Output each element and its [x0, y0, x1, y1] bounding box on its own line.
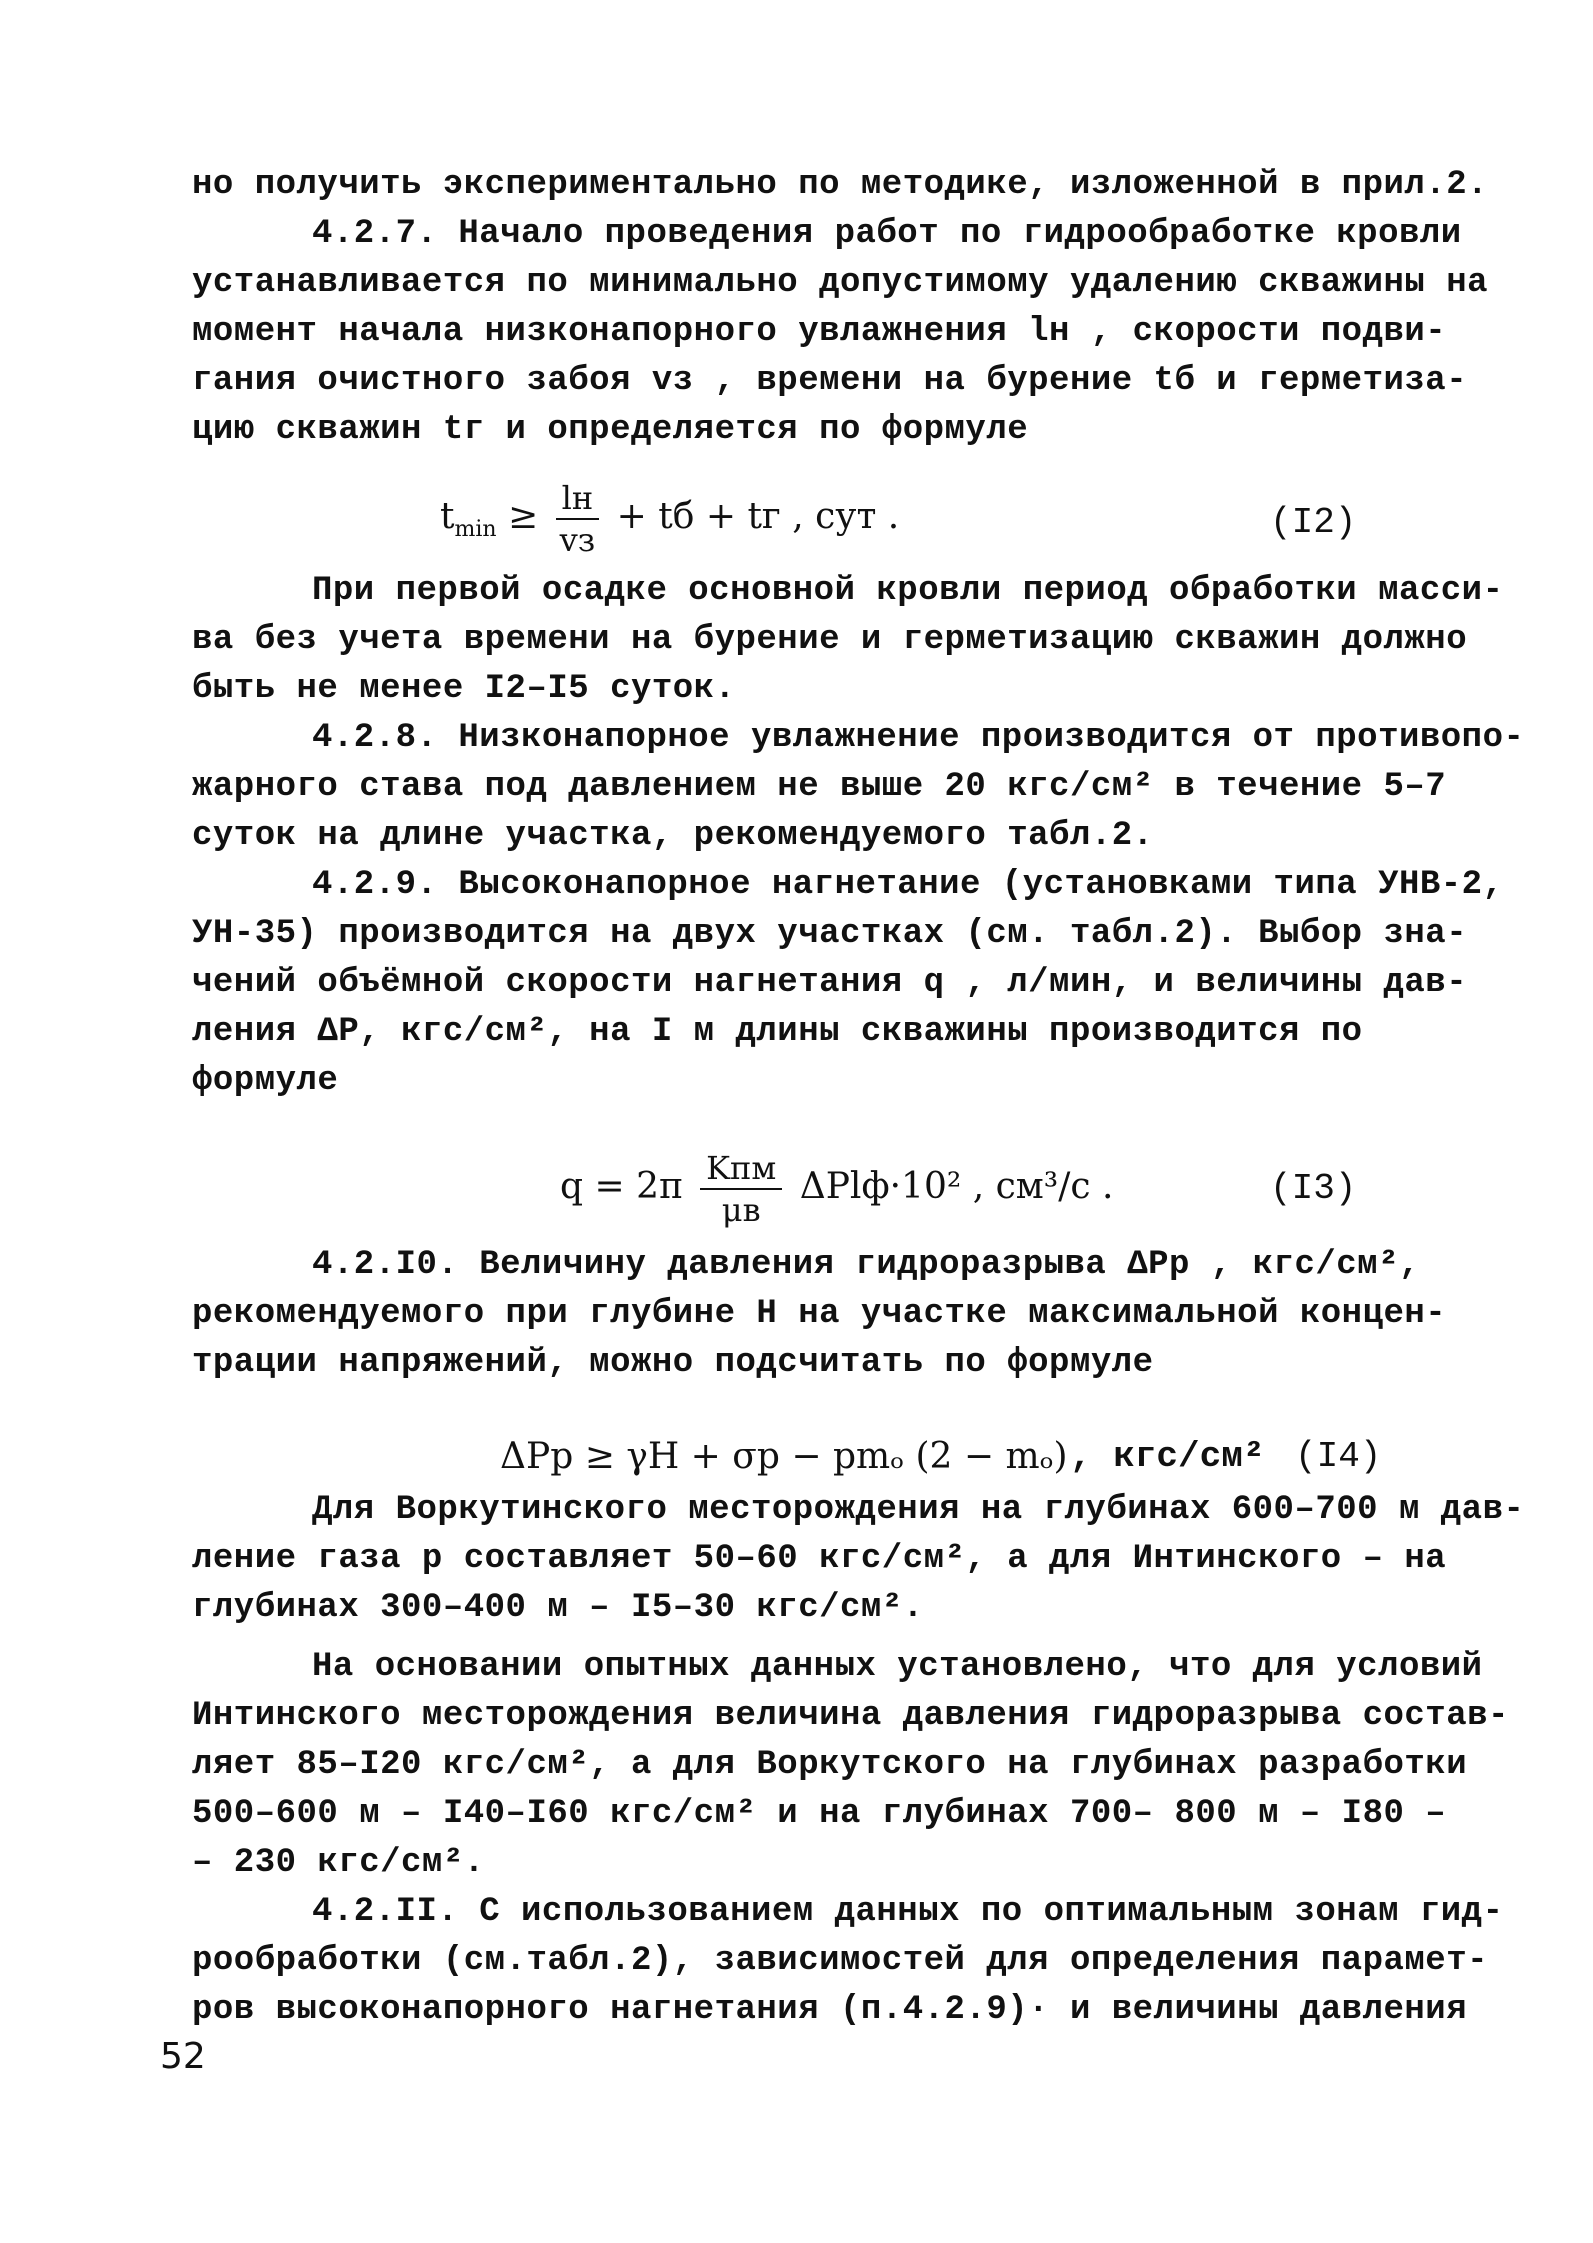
text-line: быть не менее I2–I5 суток. — [192, 670, 736, 708]
formula-fraction — [556, 478, 600, 560]
text-line: момент начала низконапорного увлажнения lн , скорости подви- — [192, 313, 1447, 351]
fraction-denominator: vз — [559, 521, 596, 559]
formula-12 — [440, 478, 899, 560]
formula-expression: ΔPр ≥ γH + σр − pmₒ (2 − mₒ) — [500, 1436, 1068, 1477]
text-line: 4.2.8. Низконапорное увлажнение производится от противопо- — [312, 719, 1525, 757]
text-line: суток на длине участка, рекомендуемого табл.2. — [192, 817, 1154, 855]
equation-number: (I2) — [1270, 502, 1357, 543]
text-line: рекомендуемого при глубине Н на участке максимальной концен- — [192, 1295, 1447, 1333]
formula-lhs-sub: min — [454, 517, 497, 543]
formula-unit: , кгс/см² — [1070, 1436, 1265, 1477]
formula-lhs: t — [440, 496, 455, 537]
text-line: цию скважин tг и определяется по формуле — [192, 411, 1029, 449]
text-line: ляет 85–I20 кгс/см², а для Воркутского на глубинах разработки — [192, 1746, 1468, 1784]
text-line: При первой осадке основной кровли период обработки масси- — [312, 572, 1504, 610]
text-line: рообработки (см.табл.2), зависимостей для определения парамет- — [192, 1942, 1489, 1980]
text-line: Для Воркутинского месторождения на глубинах 600–700 м дав- — [312, 1491, 1525, 1529]
text-line: 500–600 м – I40–I60 кгс/см² и на глубинах 700– 800 м – I80 – — [192, 1795, 1447, 1833]
formula-13 — [560, 1148, 1113, 1230]
text-line: На основании опытных данных установлено, что для условий — [312, 1648, 1483, 1686]
equation-number: (I4) — [1295, 1436, 1382, 1477]
text-line: гания очистного забоя vз , времени на бурение tб и герметиза- — [192, 362, 1468, 400]
text-line: формуле — [192, 1062, 339, 1100]
text-line: УН-35) производится на двух участках (см. табл.2). Выбор зна- — [192, 915, 1468, 953]
formula-rest: + tб + tг , сут . — [616, 496, 900, 537]
text-line: ва без учета времени на бурение и герметизацию скважин должно — [192, 621, 1468, 659]
formula-rest: ΔPlф·10² , см³/с . — [799, 1166, 1114, 1207]
equation-number: (I3) — [1270, 1168, 1357, 1209]
text-line: Интинского месторождения величина давления гидроразрыва состав- — [192, 1697, 1509, 1735]
text-line: трации напряжений, можно подсчитать по формуле — [192, 1344, 1154, 1382]
text-line: чений объёмной скорости нагнетания q , л/мин, и величины дав- — [192, 964, 1468, 1002]
text-line: устанавливается по минимально допустимому удалению скважины на — [192, 264, 1489, 302]
formula-relation: ≥ — [508, 496, 539, 537]
text-line: ление газа р составляет 50–60 кгс/см², а для Интинского – на — [192, 1540, 1447, 1578]
text-line: ров высоконапорного нагнетания (п.4.2.9)· и величины давления — [192, 1991, 1468, 2029]
text-line: – 230 кгс/см². — [192, 1844, 485, 1882]
text-line: ления ΔР, кгс/см², на I м длины скважины производится по — [192, 1013, 1363, 1051]
text-line: жарного става под давлением не выше 20 кгс/см² в течение 5–7 — [192, 768, 1447, 806]
fraction-denominator: μв — [721, 1191, 761, 1229]
text-line: 4.2.II. С использованием данных по оптимальным зонам гид- — [312, 1893, 1504, 1931]
text-line: 4.2.I0. Величину давления гидроразрыва ΔPр , кгс/см², — [312, 1246, 1420, 1284]
fraction-numerator: lн — [556, 478, 600, 520]
text-line: 4.2.9. Высоконапорное нагнетание (установками типа УНВ-2, — [312, 866, 1504, 904]
page-number: 52 — [160, 2036, 206, 2077]
formula-fraction — [700, 1148, 782, 1230]
formula-lhs: q = 2π — [560, 1166, 683, 1207]
fraction-numerator: Kпм — [700, 1148, 782, 1190]
text-line: 4.2.7. Начало проведения работ по гидрообработке кровли — [312, 215, 1462, 253]
formula-14 — [500, 1436, 1068, 1477]
text-line: но получить экспериментально по методике, изложенной в прил.2. — [192, 166, 1489, 204]
text-line: глубинах 300–400 м – I5–30 кгс/см². — [192, 1589, 924, 1627]
